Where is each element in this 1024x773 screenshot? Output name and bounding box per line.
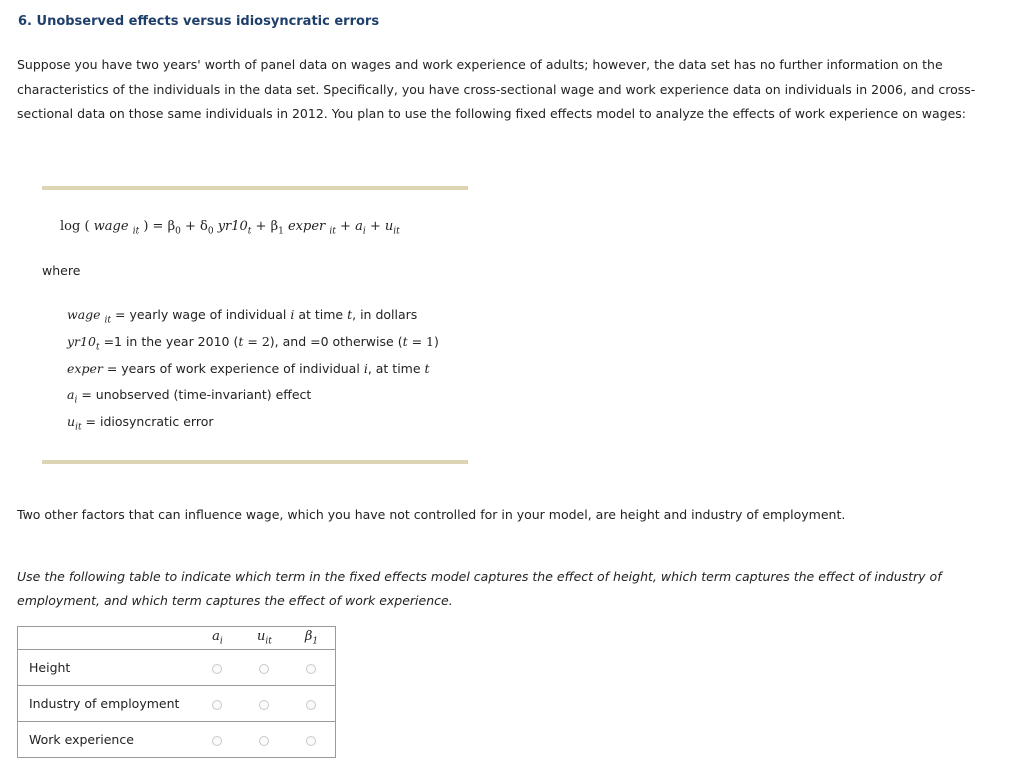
column-header-ai: $a_i$ <box>194 627 241 650</box>
factors-paragraph: Two other factors that can influence wage, which you have not controlled for in your model, are height and industry of employment. <box>17 507 846 522</box>
row-label: Work experience <box>18 722 194 758</box>
radio-industry-ai[interactable] <box>212 700 222 710</box>
radio-industry-uit[interactable] <box>259 700 269 710</box>
question-title: 6. Unobserved effects versus idiosyncratic errors <box>18 14 380 29</box>
definition-exper: exper = years of work experience of individual i, at time t <box>67 361 430 376</box>
radio-industry-beta1[interactable] <box>306 700 316 710</box>
column-header-beta1: $\beta_1$ <box>288 627 336 650</box>
bottom-divider <box>42 460 468 464</box>
definition-wage: wage $_{it}$ = yearly wage of individual i at time t, in dollars <box>67 307 418 326</box>
radio-height-uit[interactable] <box>259 664 269 674</box>
definition-uit: $u_{it}$ = idiosyncratic error <box>67 414 214 433</box>
instructions-paragraph: Use the following table to indicate which term in the fixed effects model captures the effect of height, which term captures the effect of industry of employment, and which term captures the effect of work experience. <box>17 569 942 608</box>
radio-height-ai[interactable] <box>212 664 222 674</box>
radio-height-beta1[interactable] <box>306 664 316 674</box>
table-row-height <box>18 650 336 686</box>
row-label: Height <box>18 650 194 686</box>
radio-experience-uit[interactable] <box>259 736 269 746</box>
table-header-row <box>18 627 336 650</box>
column-header-uit: $u_{it}$ <box>241 627 288 650</box>
definition-yr10: $yr10_t =1$ in the year 2010 (t = 2), and =0 otherwise (t = 1) <box>67 334 439 353</box>
row-label: Industry of employment <box>18 686 194 722</box>
header-empty <box>18 627 194 650</box>
definition-ai: $a_i$ = unobserved (time-invariant) effect <box>67 387 312 406</box>
table-row-experience <box>18 722 336 758</box>
radio-experience-ai[interactable] <box>212 736 222 746</box>
where-label: where <box>42 263 81 278</box>
top-divider <box>42 186 468 190</box>
table-row-industry <box>18 686 336 722</box>
model-equation: log ( wage $_{it}$ ) = $\beta_0 + \delta_0$ $yr10_t + \beta_1$ exper $_{it} + a_i + u_{it}$ <box>60 219 400 237</box>
answer-table <box>17 626 336 758</box>
intro-paragraph: Suppose you have two years' worth of panel data on wages and work experience of adults; however, the data set has no further information on the characteristics of the individuals in the data set. Specifically, you have cross-sectional wage and work experience data on individuals in 2006, and cross-sectional data on those same individuals in 2012. You plan to use the following fixed effects model to analyze the effects of work experience on wages: <box>17 57 976 121</box>
radio-experience-beta1[interactable] <box>306 736 316 746</box>
